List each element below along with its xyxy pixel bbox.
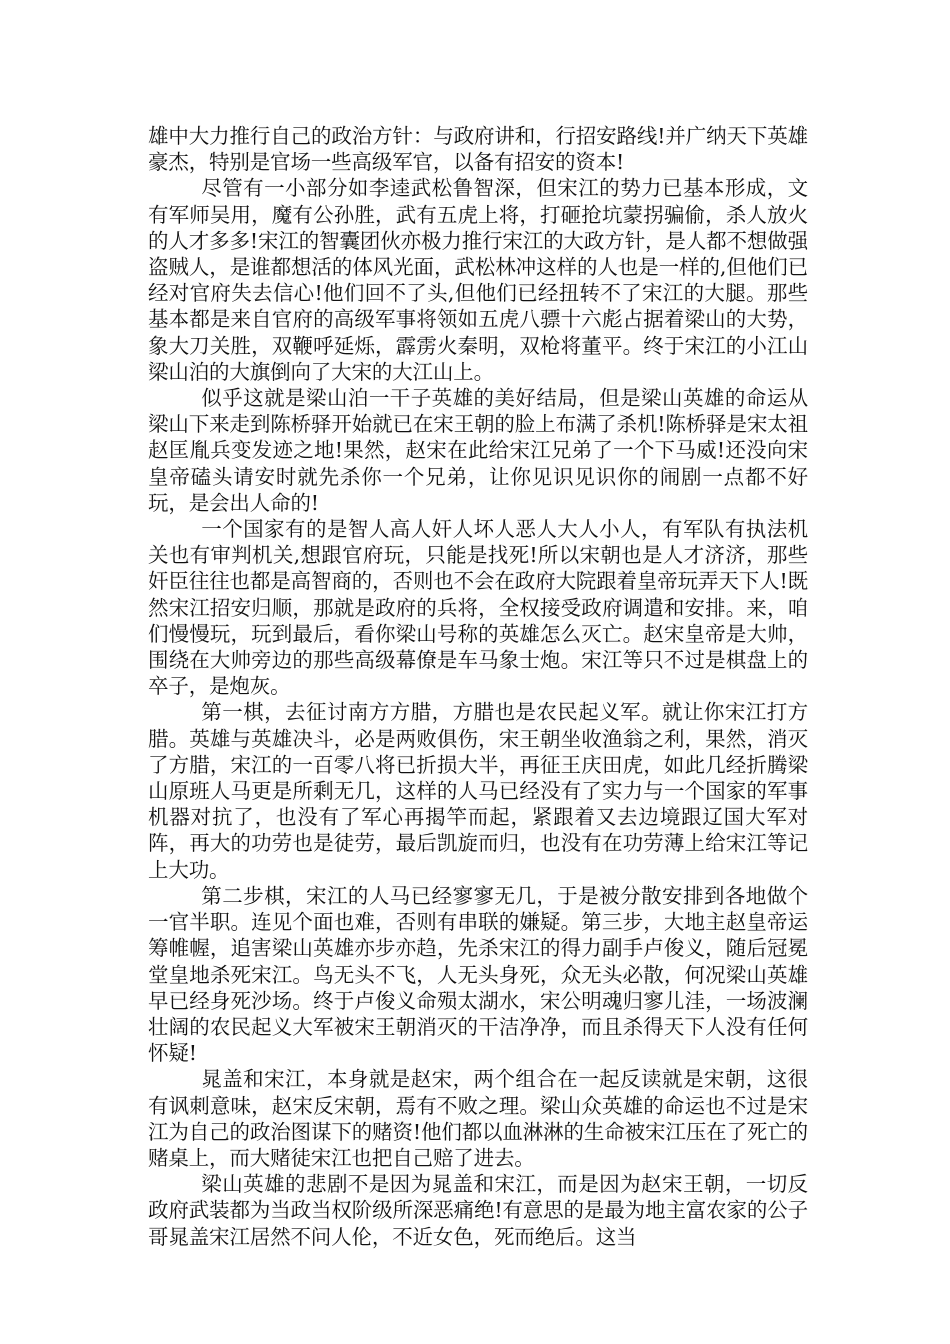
paragraph-7: 晁盖和宋江，本身就是赵宋，两个组合在一起反读就是宋朝，这很有讽刺意味，赵宋反宋朝，焉有不败之理。梁山众英雄的命运也不过是宋江为自己的政治图谋下的赌资!他们都以血淋淋的生命被宋江压在了死亡的赌桌上，而大赌徒宋江也把自己赔了进去。 bbox=[148, 1067, 808, 1170]
paragraph-6: 第二步棋，宋江的人马已经寥寥无几，于是被分散安排到各地做个一官半职。连见个面也难，否则有串联的嫌疑。第三步，大地主赵皇帝运筹帷幄，追害梁山英雄亦步亦趋，先杀宋江的得力副手卢俊义，随后冠冕堂皇地杀死宋江。鸟无头不飞，人无头身死，众无头必散，何况梁山英雄早已经身死沙场。终于卢俊义命殒太湖水，宋公明魂归寥儿洼，一场波澜壮阔的农民起义大军被宋王朝消灭的干洁净净，而且杀得天下人没有任何怀疑! bbox=[148, 883, 808, 1066]
paragraph-1: 雄中大力推行自己的政治方针：与政府讲和，行招安路线!并广纳天下英雄豪杰，特别是官场一些高级军官，以备有招安的资本! bbox=[148, 124, 808, 175]
paragraph-5: 第一棋，去征讨南方方腊，方腊也是农民起义军。就让你宋江打方腊。英雄与英雄决斗，必是两败俱伤，宋王朝坐收渔翁之利，果然，消灭了方腊，宋江的一百零八将已折损大半，再征王庆田虎，如此几经折腾梁山原班人马更是所剩无几，这样的人马已经没有了实力与一个国家的军事机器对抗了，也没有了军心再揭竿而起，紧跟着又去边境跟辽国大军对阵，再大的功劳也是徒劳，最后凯旋而归，也没有在功劳薄上给宋江等记上大功。 bbox=[148, 700, 808, 882]
paragraph-4: 一个国家有的是智人高人奸人坏人恶人大人小人，有军队有执法机关也有审判机关,想跟官府玩，只能是找死!所以宋朝也是人才济济，那些奸臣往往也都是高智商的，否则也不会在政府大院跟着皇帝玩弄天下人!既然宋江招安归顺，那就是政府的兵将，全权接受政府调遣和安排。来，咱们慢慢玩，玩到最后，看你梁山号称的英雄怎么灭亡。赵宋皇帝是大帅，围绕在大帅旁边的那些高级幕僚是车马象士炮。宋江等只不过是棋盘上的卒子，是炮灰。 bbox=[148, 517, 808, 699]
article-body bbox=[148, 123, 808, 1250]
paragraph-2: 尽管有一小部分如李逵武松鲁智深，但宋江的势力已基本形成，文有军师吴用，魔有公孙胜，武有五虎上将，打砸抢坑蒙拐骗偷，杀人放火的人才多多!宋江的智囊团伙亦极力推行宋江的大政方针，是人都不想做强盗贼人，是谁都想活的体风光面，武松林冲这样的人也是一样的,但他们已经对官府失去信心!他们回不了头,但他们已经扭转不了宋江的大腿。那些基本都是来自官府的高级军事将领如五虎八骠十六彪占据着梁山的大势，象大刀关胜，双鞭呼延烁，霹雳火秦明，双枪将董平。终于宋江的小江山梁山泊的大旗倒向了大宋的大江山上。 bbox=[148, 176, 808, 384]
paragraph-3: 似乎这就是梁山泊一干子英雄的美好结局，但是梁山英雄的命运从梁山下来走到陈桥驿开始就已在宋王朝的脸上布满了杀机!陈桥驿是宋太祖赵匡胤兵变发迹之地!果然，赵宋在此给宋江兄弟了一个下马威!还没向宋皇帝磕头请安时就先杀你一个兄弟，让你见识见识你的闹剧一点都不好玩，是会出人命的! bbox=[148, 386, 808, 515]
paragraph-8: 梁山英雄的悲剧不是因为晁盖和宋江，而是因为赵宋王朝，一切反政府武装都为当政当权阶级所深恶痛绝!有意思的是最为地主富农家的公子哥晁盖宋江居然不问人伦，不近女色，死而绝后。这当 bbox=[148, 1172, 808, 1249]
